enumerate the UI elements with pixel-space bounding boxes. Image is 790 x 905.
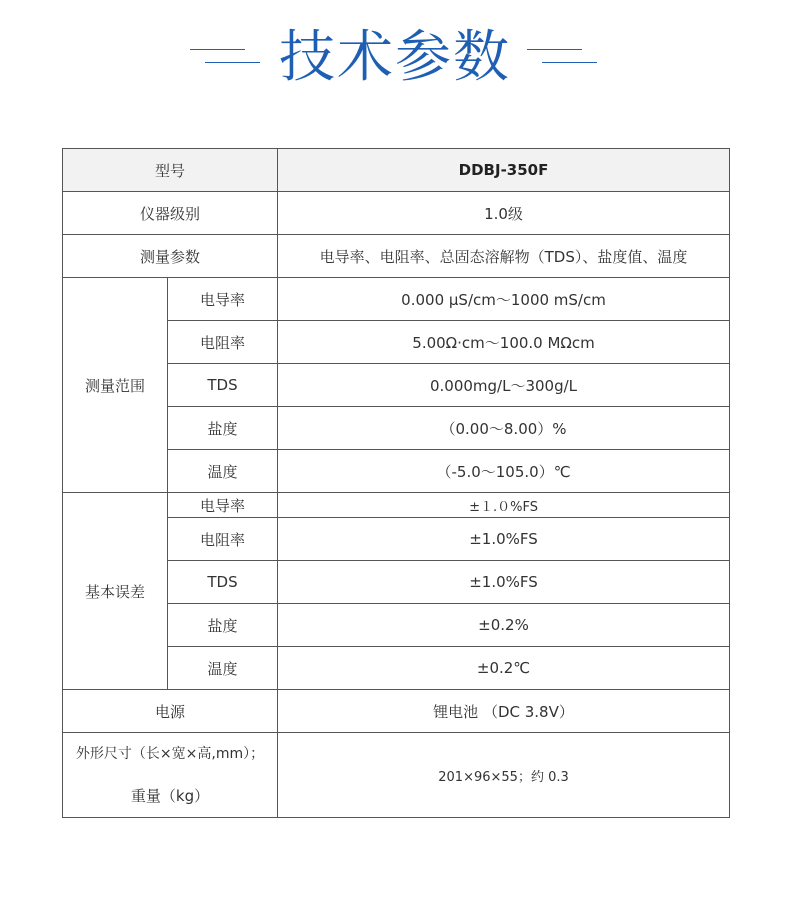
range-item-value: 0.000mg/L～300g/L [278,364,730,407]
title-right-rule-bottom [542,62,597,63]
error-item-label: TDS [168,561,278,604]
error-item-value: ±1.0%FS [278,561,730,604]
dimensions-label [63,733,278,818]
grade-value: 1.0级 [278,192,730,235]
title-area [0,22,790,98]
dimensions-label-line1: 外形尺寸（长×宽×高,mm）； [75,746,265,762]
params-label: 测量参数 [63,235,278,278]
dimensions-value: 201×96×55；约 0.3 [278,733,730,818]
table-row [63,690,730,733]
range-item-label: 盐度 [168,407,278,450]
range-item-label: 电阻率 [168,321,278,364]
model-value: DDBJ-350F [278,149,730,192]
params-value: 电导率、电阻率、总固态溶解物（TDS）、盐度值、温度 [278,235,730,278]
range-item-value: （0.00～8.00）% [278,407,730,450]
range-group-label: 测量范围 [63,278,168,493]
range-item-label: 温度 [168,450,278,493]
table-row [63,192,730,235]
grade-label: 仪器级别 [63,192,278,235]
error-item-label: 温度 [168,647,278,690]
error-item-value: ±0.2% [278,604,730,647]
power-label: 电源 [63,690,278,733]
error-item-label: 盐度 [168,604,278,647]
table-row [63,278,730,321]
power-value: 锂电池 （DC 3.8V） [278,690,730,733]
table-row [63,149,730,192]
error-group-label: 基本误差 [63,493,168,690]
error-item-label: 电导率 [168,493,278,518]
title-right-rule-top [527,49,582,50]
dimensions-label-line2: 重量（kg） [130,787,210,805]
error-item-value: ±1.0%FS [278,518,730,561]
spec-table [62,148,730,818]
table-row [63,733,730,818]
range-item-label: 电导率 [168,278,278,321]
table-row [63,493,730,518]
page-title: 技术参数 [279,25,511,90]
error-item-value: ±１.０%FS [278,493,730,518]
range-item-value: 0.000 μS/cm～1000 mS/cm [278,278,730,321]
range-item-value: 5.00Ω·cm～100.0 MΩcm [278,321,730,364]
model-label: 型号 [63,149,278,192]
error-item-label: 电阻率 [168,518,278,561]
table-row [63,235,730,278]
error-item-value: ±0.2℃ [278,647,730,690]
range-item-label: TDS [168,364,278,407]
range-item-value: （-5.0～105.0）℃ [278,450,730,493]
